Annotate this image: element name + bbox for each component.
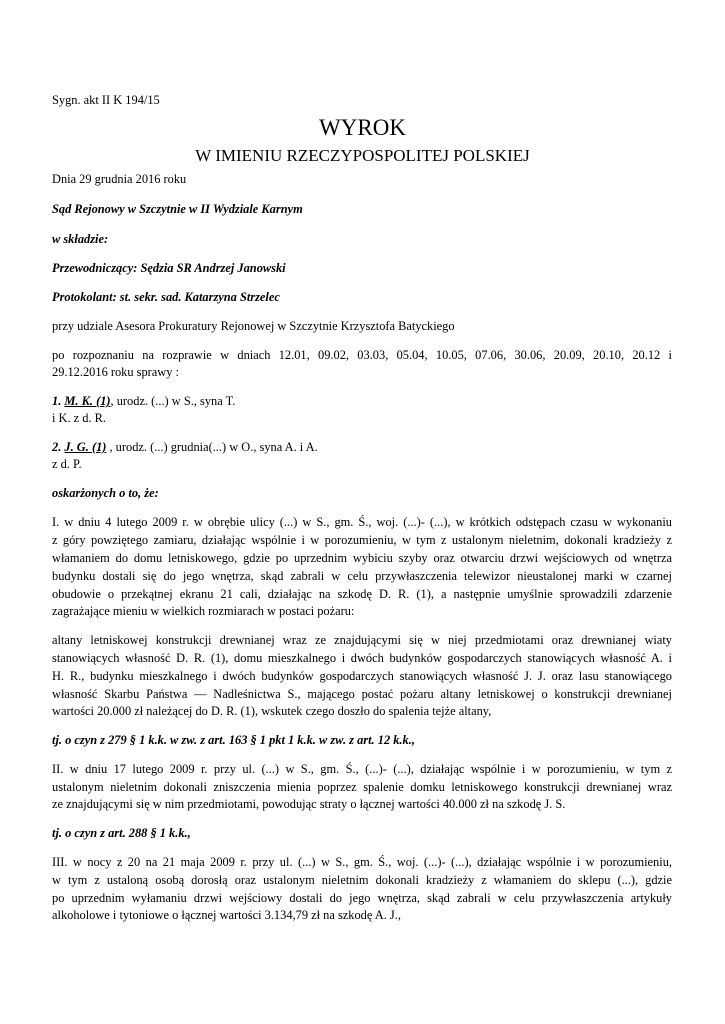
presiding-judge: Przewodniczący: Sędzia SR Andrzej Janowski [52,261,286,275]
defendant-name-link[interactable]: J. G. (1) [64,440,107,454]
charge-1-line: włamaniem do domu letniskowego, gdzie po uprzednim wybiciu szyby oraz otwarciu drzwi wejściowych od wnętrza [52,551,672,565]
hearing-dates-line: 29.12.2016 roku sprawy : [52,365,179,379]
charge-1-qualification: tj. o czyn z 279 § 1 k.k. w zw. z art. 163 § 1 pkt 1 k.k. w zw. z art. 12 k.k., [52,733,415,747]
judgment-date: Dnia 29 grudnia 2016 roku [52,172,187,186]
charge-2-line: ustalonym nieletnim dokonali zniszczenia mienia poprzez spalenie domku letniskowego konstrukcji drewnianej wraz [52,780,672,794]
charge-1-line: I. w dniu 4 lutego 2009 r. w obrębie ulicy (...) w S., gm. Ś., woj. (...)- (...), w krótkich odstępach czasu w wykonaniu [52,515,672,529]
defendant-details: , urodz. (...) w S., syna T. [110,394,236,408]
defendant-2 [52,437,318,458]
charge-1-continuation-line: H. R., budynku mieszkalnego i dwóch budynków gospodarczych stanowiących własność J. J. oraz lasu stanowiącego [52,669,672,683]
charge-3-line: alkoholowe i tytoniowe o łącznej wartości 3.134,79 zł na szkodę A. J., [52,908,401,922]
charge-1-line: z góry powziętego zamiaru, działając wspólnie i w porozumieniu, w tym z ustalonym nieletnim, dokonali kradzieży z [52,533,672,547]
charge-1-continuation-line: własność Skarbu Państwa — Nadleśnictwa S., mającego postać pożaru altany letniskowej o konstrukcji drewnianej [52,687,672,701]
case-number: Sygn. akt II K 194/15 [52,93,160,107]
charge-3-line: po uprzednim wyłamaniu drzwi wejściowy dostali do jego wnętrza, skąd zabrali w celu przywłaszczenia artykuły [52,891,672,905]
document-title: WYROK [319,115,406,140]
document-subtitle: W IMIENIU RZECZYPOSPOLITEJ POLSKIEJ [195,146,530,165]
charge-2-line: ze znajdującymi się w nim przedmiotami, powodując straty o łącznej wartości 40.000 zł na szkodę J. S. [52,797,566,811]
charge-1-continuation-line: wartości 20.000 zł należącej do D. R. (1), wskutek czego doszło do spalenia tejże altany, [52,704,492,718]
charge-3-line: w tym z ustaloną osobą dorosłą oraz ustalonym nieletnim dokonali kradzieży z włamaniem do sklepu (...), gdzie [52,873,672,887]
charge-3-line: III. w nocy z 20 na 21 maja 2009 r. przy ul. (...) w S., gm. Ś., woj. (...)- (...), działając wspólnie i w porozumieniu, [52,855,672,869]
accused-label: oskarżonych o to, że: [52,486,159,500]
charge-1-continuation-line: altany letniskowej konstrukcji drewnianej wraz ze znajdującymi się w niej przedmiotami oraz drewnianej wiaty [52,633,672,647]
defendant-2-mother: z d. P. [52,457,82,471]
court-name: Sąd Rejonowy w Szczytnie w II Wydziale Karnym [52,202,303,216]
court-clerk: Protokolant: st. sekr. sad. Katarzyna Strzelec [52,290,280,304]
defendant-name-link[interactable]: M. K. (1) [64,394,111,408]
charge-1-continuation-line: stanowiących własność D. R. (1), domu mieszkalnego i dwóch budynków gospodarczych stanowiących własność A. i [52,651,672,665]
charge-1-line: budynku dostali się do jego wnętrza, skąd zabrali w celu przywłaszczenia telewizor nieustalonej marki w czarnej [52,569,672,583]
charge-2-qualification: tj. o czyn z art. 288 § 1 k.k., [52,826,191,840]
defendant-number: 2. [52,440,62,454]
defendant-number: 1. [52,394,62,408]
defendant-details: , urodz. (...) grudnia(...) w O., syna A. i A. [106,440,318,454]
defendant-1-mother: i K. z d. R. [52,411,107,425]
prosecutor-line: przy udziale Asesora Prokuratury Rejonowej w Szczytnie Krzysztofa Batyckiego [52,319,455,333]
charge-1-line: zagrażające mieniu w wielkich rozmiarach w postaci pożaru: [52,604,355,618]
charge-2-line: II. w dniu 17 lutego 2009 r. przy ul. (...) w S., gm. Ś., (...)- (...), działając wspólnie i w porozumieniu, w tym z [52,762,672,776]
hearing-dates-line: po rozpoznaniu na rozprawie w dniach 12.01, 09.02, 03.03, 05.04, 10.05, 07.06, 30.06, 20.09, 20.10, 20.12 i [52,348,672,362]
charge-1-line: obudowie o przekątnej ekranu 21 cali, działając na szkodę D. R. (1), a następnie umyślnie sprowadzili zdarzenie [52,587,672,601]
composition-label: w składzie: [52,232,109,246]
